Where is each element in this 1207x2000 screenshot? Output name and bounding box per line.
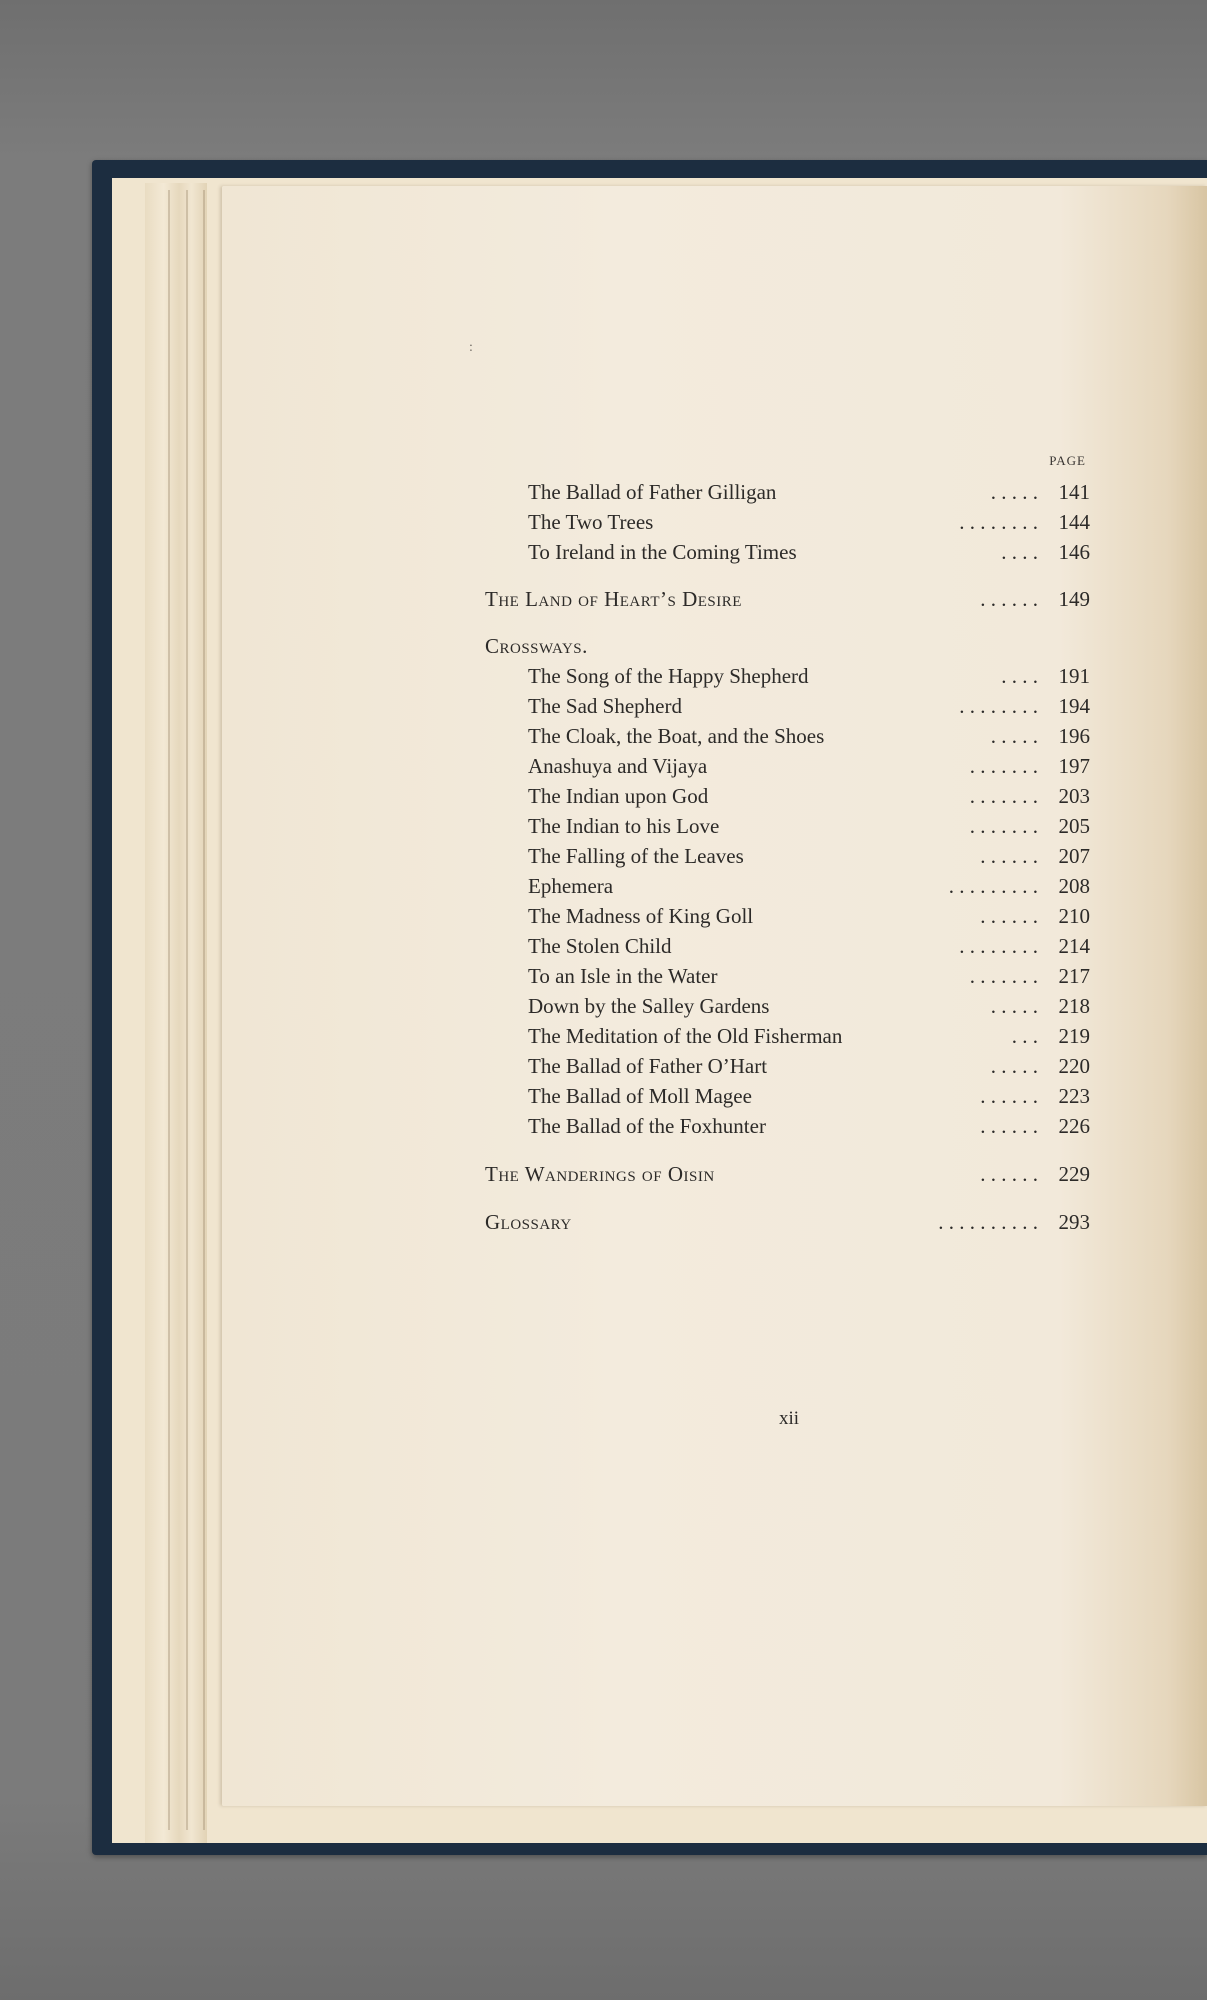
leader-dots: . . . . . . . . .: [948, 874, 1038, 898]
entry-page-number: 149: [1058, 587, 1090, 611]
entry-title: Ephemera: [528, 874, 614, 898]
leader-dots: . . . . . . . .: [959, 510, 1038, 534]
entry-page-number: 214: [1058, 934, 1090, 958]
toc-entry: [485, 507, 1090, 537]
page-speck: :: [469, 340, 473, 355]
entry-title: The Madness of King Goll: [528, 904, 754, 928]
toc-entry: [485, 537, 1090, 567]
leader-dots: . . . . . .: [980, 1162, 1038, 1186]
leader-dots: . . . . . . . .: [959, 934, 1038, 958]
entry-page-number: 226: [1058, 1114, 1090, 1138]
entry-page-number: 229: [1058, 1162, 1090, 1186]
entry-title: The Stolen Child: [528, 934, 672, 958]
leader-dots: . . . . . .: [980, 1114, 1038, 1138]
entry-title: The Sad Shepherd: [528, 694, 682, 718]
toc-entry: [485, 1111, 1090, 1141]
leader-dots: . . . . . . .: [969, 814, 1038, 838]
entry-page-number: 196: [1058, 724, 1090, 748]
toc-entry: [485, 781, 1090, 811]
toc-section-heading: [485, 631, 1090, 661]
deckled-page-edges: [145, 183, 207, 1843]
entry-page-number: 218: [1058, 994, 1090, 1018]
entry-page-number: 210: [1058, 904, 1090, 928]
toc-entry: [485, 691, 1090, 721]
page-edge-line: [186, 190, 188, 1830]
leader-dots: . . . . .: [990, 1054, 1038, 1078]
toc-entry: [485, 661, 1090, 691]
leader-dots: . . . . . . . . . .: [938, 1210, 1038, 1234]
leader-dots: . . . . . . . .: [959, 694, 1038, 718]
toc-section-entry: [485, 1159, 1090, 1189]
leader-dots: . . . . . .: [980, 587, 1038, 611]
leader-dots: . . . . . . .: [969, 754, 1038, 778]
entry-title: Anashuya and Vijaya: [528, 754, 708, 778]
page-edge-line: [203, 190, 205, 1830]
leader-dots: . . .: [1011, 1024, 1038, 1048]
entry-page-number: 144: [1058, 510, 1090, 534]
entry-title: The Wanderings of Oisin: [485, 1162, 715, 1186]
leader-dots: . . . .: [1001, 540, 1038, 564]
entry-page-number: 194: [1058, 694, 1090, 718]
toc-entry: [485, 871, 1090, 901]
entry-title: To an Isle in the Water: [528, 964, 718, 988]
entry-page-number: 293: [1058, 1210, 1090, 1234]
entry-page-number: 208: [1058, 874, 1090, 898]
entry-title: The Indian to his Love: [528, 814, 720, 838]
toc-entry: [485, 751, 1090, 781]
leader-dots: . . . . . . .: [969, 964, 1038, 988]
entry-title: The Two Trees: [528, 510, 654, 534]
entry-page-number: 223: [1058, 1084, 1090, 1108]
toc-entry: [485, 1081, 1090, 1111]
toc-entry: [485, 721, 1090, 751]
entry-page-number: 205: [1058, 814, 1090, 838]
leader-dots: . . . . .: [990, 994, 1038, 1018]
entry-title: The Ballad of Moll Magee: [528, 1084, 752, 1108]
entry-title: The Ballad of the Foxhunter: [528, 1114, 766, 1138]
page-folio: xii: [779, 1408, 800, 1429]
leader-dots: . . . . .: [990, 724, 1038, 748]
entry-title: Down by the Salley Gardens: [528, 994, 770, 1018]
entry-page-number: 191: [1058, 664, 1090, 688]
entry-title: The Meditation of the Old Fisherman: [528, 1024, 843, 1048]
entry-title: The Land of Heart’s Desire: [485, 587, 742, 611]
toc-entry: [485, 811, 1090, 841]
entry-page-number: 217: [1058, 964, 1090, 988]
section-title: Crossways.: [485, 634, 588, 658]
entry-page-number: 141: [1058, 480, 1090, 504]
toc-entry: [485, 477, 1090, 507]
entry-page-number: 220: [1058, 1054, 1090, 1078]
entry-page-number: 146: [1058, 540, 1090, 564]
entry-title: Glossary: [485, 1210, 572, 1234]
entry-title: The Ballad of Father Gilligan: [528, 480, 777, 504]
toc-entry: [485, 841, 1090, 871]
entry-title: To Ireland in the Coming Times: [528, 540, 797, 564]
toc-entry: [485, 1051, 1090, 1081]
page-edge-line: [168, 190, 170, 1830]
entry-title: The Ballad of Father O’Hart: [528, 1054, 768, 1078]
entry-title: The Song of the Happy Shepherd: [528, 664, 809, 688]
toc-section-entry: [485, 584, 1090, 614]
entry-title: The Cloak, the Boat, and the Shoes: [528, 724, 825, 748]
page-column-heading: PAGE: [1049, 453, 1086, 468]
entry-page-number: 203: [1058, 784, 1090, 808]
entry-title: The Falling of the Leaves: [528, 844, 744, 868]
toc-entry: [485, 961, 1090, 991]
toc-section-entry: [485, 1207, 1090, 1237]
leader-dots: . . . . . . .: [969, 784, 1038, 808]
entry-page-number: 219: [1058, 1024, 1090, 1048]
toc-entry: [485, 931, 1090, 961]
leader-dots: . . . . . .: [980, 1084, 1038, 1108]
entry-title: The Indian upon God: [528, 784, 709, 808]
toc-entry: [485, 901, 1090, 931]
leader-dots: . . . . . .: [980, 844, 1038, 868]
leader-dots: . . . . . .: [980, 904, 1038, 928]
entry-page-number: 207: [1058, 844, 1090, 868]
leader-dots: . . . .: [1001, 664, 1038, 688]
toc-entry: [485, 1021, 1090, 1051]
leader-dots: . . . . .: [990, 480, 1038, 504]
toc-entry: [485, 991, 1090, 1021]
entry-page-number: 197: [1058, 754, 1090, 778]
